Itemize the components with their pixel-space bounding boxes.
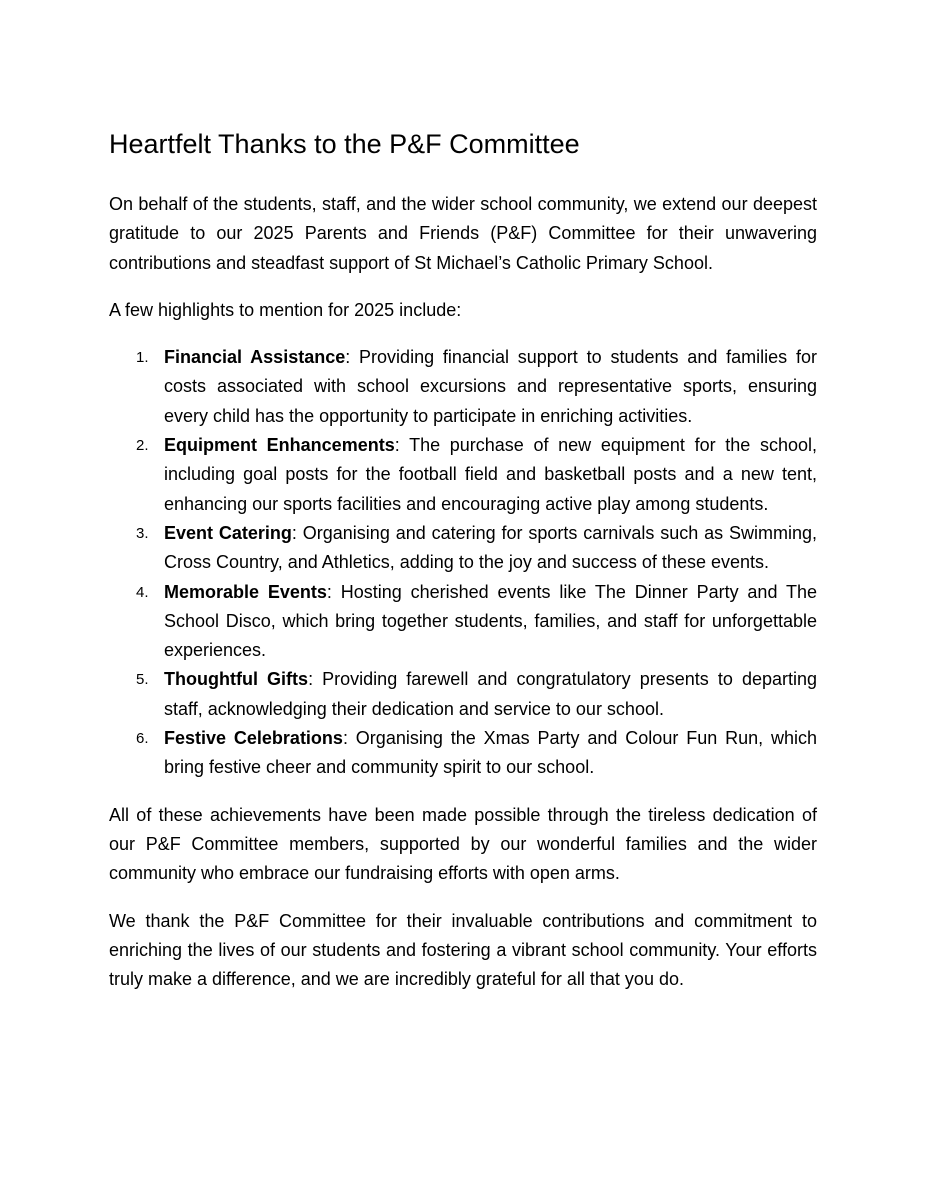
- list-item: [109, 343, 817, 431]
- list-item-number: 2.: [136, 437, 149, 455]
- list-item-title: Financial Assistance: [164, 347, 346, 368]
- list-item-title: Event Catering: [164, 522, 292, 543]
- achievements-paragraph: All of these achievements have been made possible through the tireless dedication of our P&F Committee members, supported by our wonderful families and the wider community who embrace our fundraising efforts with open arms.: [109, 804, 817, 884]
- list-item-title: Equipment Enhancements: [164, 435, 395, 456]
- list-item-text: : Providing financial support to students and families for costs associated with school excursions and representative sports, ensuring every child has the opportunity to participate in enriching activities.: [164, 347, 817, 426]
- highlights-lead: A few highlights to mention for 2025 include:: [109, 299, 462, 320]
- intro-paragraph: On behalf of the students, staff, and the wider school community, we extend our deepest gratitude to our 2025 Parents and Friends (P&F) Committee for their unwavering contributions and steadfast support of St Michael’s Catholic Primary School.: [109, 194, 817, 273]
- closing-paragraph: We thank the P&F Committee for their invaluable contributions and commitment to enriching the lives of our students and fostering a vibrant school community. Your efforts truly make a difference, and we are incredibly grateful for all that you do.: [109, 910, 817, 990]
- page-title: Heartfelt Thanks to the P&F Committee: [109, 129, 580, 159]
- list-item: [109, 665, 817, 724]
- list-item: [109, 519, 817, 578]
- list-item-title: Memorable Events: [164, 581, 327, 602]
- list-item-number: 3.: [136, 524, 149, 542]
- list-item-text: : The purchase of new equipment for the school, including goal posts for the football field and basketball posts and a new tent, enhancing our sports facilities and encouraging active play among students.: [164, 435, 817, 514]
- list-item: [109, 578, 817, 666]
- list-item-text: : Organising the Xmas Party and Colour Fun Run, which bring festive cheer and community spirit to our school.: [164, 728, 818, 778]
- list-item-text: : Organising and catering for sports carnivals such as Swimming, Cross Country, and Athletics, adding to the joy and success of these events.: [164, 522, 817, 573]
- list-item-number: 4.: [136, 583, 149, 601]
- list-item-title: Festive Celebrations: [164, 728, 343, 749]
- list-item: [109, 431, 817, 519]
- list-item-number: 1.: [136, 349, 149, 367]
- list-item-number: 5.: [136, 671, 149, 689]
- document-page: [109, 124, 817, 994]
- list-item-text: : Hosting cherished events like The Dinner Party and The School Disco, which bring together students, families, and staff for unforgettable experiences.: [164, 581, 817, 661]
- list-item-text: : Providing farewell and congratulatory presents to departing staff, acknowledging their dedication and service to our school.: [164, 669, 817, 719]
- highlights-list: [109, 343, 817, 782]
- list-item-title: Thoughtful Gifts: [164, 669, 309, 690]
- list-item: [109, 724, 817, 783]
- list-item-number: 6.: [136, 730, 149, 748]
